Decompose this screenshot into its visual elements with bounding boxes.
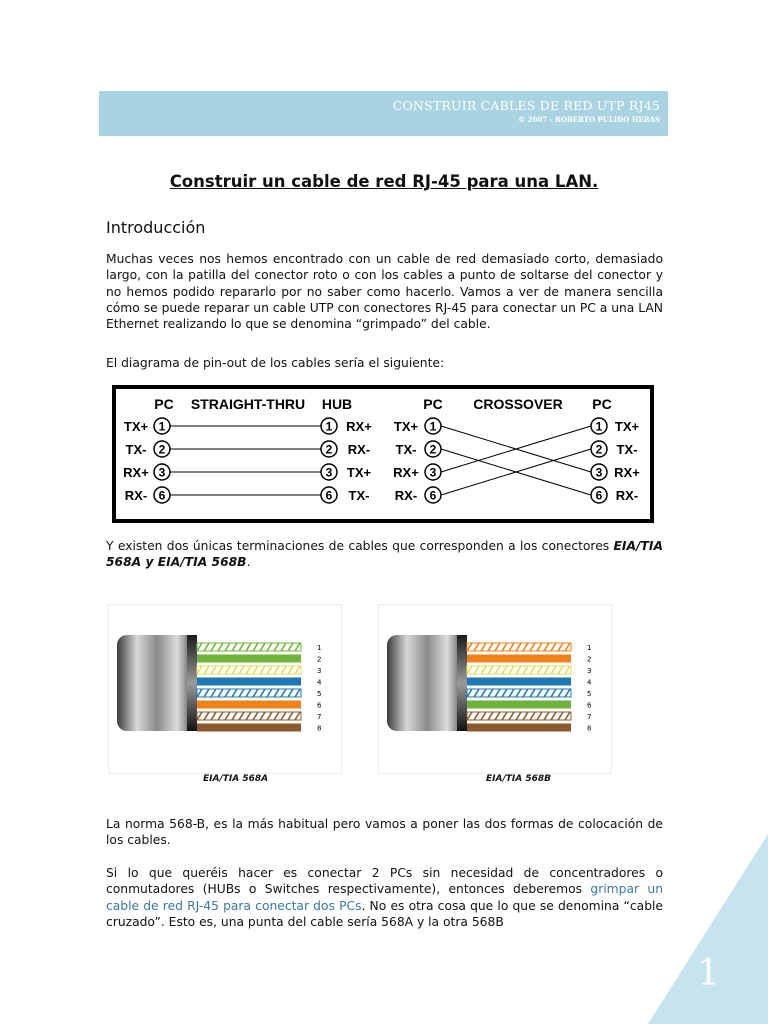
cable-end: [187, 635, 197, 731]
straight-right-pin-number: 1: [325, 419, 333, 434]
crossover-right-label: RX+: [614, 465, 640, 480]
wire-pin-number: 2: [587, 655, 592, 664]
crossover-left-label: TX-: [395, 442, 417, 457]
cable-end: [457, 635, 467, 731]
crossover-right-label: TX+: [614, 419, 640, 434]
crossover-left-pin-number: 6: [429, 488, 437, 503]
straight-left-header: PC: [154, 396, 174, 412]
wire-4: [467, 678, 571, 686]
wire-8: [467, 724, 571, 732]
straight-right-header: HUB: [321, 396, 353, 412]
crossover-right-pin-number: 2: [595, 442, 603, 457]
pinout-diagram: [112, 385, 654, 523]
wire-pin-number: 7: [587, 713, 592, 721]
wire-pin-number: 6: [317, 701, 322, 710]
crossover-right-pin-number: 6: [595, 488, 603, 503]
terminations-end: .: [246, 555, 251, 570]
crossover-right-pin-number: 1: [595, 419, 603, 434]
intro-paragraph: Muchas veces nos hemos encontrado con un cable de red demasiado corto, demasiado largo, con la patilla del conector roto o con los cables a punto de soltarse del conector y no hemos podido repararlo por no saber como hacerlo. Vamos a ver de manera sencilla cómo se puede reparar un cable UTP con conectores RJ-45 para conectar un PC a una LAN Ethernet realizando lo que se denomina “grimpado” del cable.: [106, 252, 663, 332]
wire-4: [197, 678, 301, 686]
wiring-568b-figure: [378, 604, 612, 774]
crossover-left-pin-number: 2: [429, 442, 437, 457]
header-subtitle: © 2007 - ROBERTO PULIDO HERAS: [518, 115, 660, 124]
wire-pin-number: 6: [587, 701, 592, 710]
straight-left-label: TX+: [123, 419, 149, 434]
straight-left-pin-number: 1: [158, 419, 166, 434]
terminations-standards: EIA/TIA 568A y EIA/TIA 568B: [106, 539, 663, 570]
straight-right-pin-number: 2: [325, 442, 333, 457]
crossover-right-label: TX-: [616, 442, 638, 457]
wire-pin-number: 1: [317, 644, 322, 652]
wire-pin-number: 5: [317, 690, 322, 698]
wire-6: [197, 701, 301, 709]
cable-jacket: [117, 635, 197, 731]
wire-pin-number: 7: [317, 713, 322, 721]
wire-pin-number: 8: [317, 724, 322, 733]
straight-right-label: RX+: [346, 419, 372, 434]
wire-pin-number: 8: [587, 724, 592, 733]
crossover-left-label: RX-: [394, 488, 418, 503]
header-title: CONSTRUIR CABLES DE RED UTP RJ45: [392, 98, 660, 113]
straight-left-label: TX-: [125, 442, 147, 457]
wire-pin-number: 1: [587, 644, 592, 652]
diagram-intro: El diagrama de pin-out de los cables sería el siguiente:: [106, 356, 445, 370]
straight-right-label: RX-: [347, 442, 371, 457]
wiring-568a-figure: [108, 604, 342, 774]
crossover-text-1: Si lo que queréis hacer es conectar 2 PCs sin necesidad de concentradores o conmutadores (HUBs o Switches respectivamente), entonces deberemos: [106, 866, 663, 897]
wire-pin-number: 3: [587, 667, 592, 675]
straight-left-label: RX+: [123, 465, 149, 480]
crossover-link[interactable]: grimpar un cable de red RJ-45 para conectar dos PCs: [106, 882, 663, 913]
wire-pin-number: 4: [587, 678, 592, 687]
crossover-left-label: TX+: [393, 419, 419, 434]
terminations-paragraph: [106, 538, 663, 571]
straight-right-label: TX+: [346, 465, 372, 480]
wire-pin-number: 5: [587, 690, 592, 698]
crossover-left-header: PC: [423, 396, 443, 412]
straight-left-pin-number: 3: [158, 465, 166, 480]
straight-right-pin-number: 3: [325, 465, 333, 480]
straight-left-label: RX-: [124, 488, 148, 503]
straight-right-pin-number: 6: [325, 488, 333, 503]
straight-right-label: TX-: [348, 488, 370, 503]
straight-left-pin-number: 6: [158, 488, 166, 503]
crossover-left-pin-number: 3: [429, 465, 437, 480]
corner-decoration: [648, 834, 768, 1024]
crossover-left-pin-number: 1: [429, 419, 437, 434]
wire-6: [467, 701, 571, 709]
crossover-paragraph: [106, 865, 663, 930]
straight-middle-header: STRAIGHT-THRU: [190, 396, 306, 412]
section-heading: Introducción: [106, 218, 206, 237]
caption-568a: EIA/TIA 568A: [203, 774, 269, 784]
caption-568b: EIA/TIA 568B: [486, 774, 551, 784]
wire-pin-number: 4: [317, 678, 322, 687]
norm-paragraph: La norma 568-B, es la más habitual pero vamos a poner las dos formas de colocación de los cables.: [106, 817, 663, 848]
cable-jacket: [387, 635, 467, 731]
wire-2: [197, 655, 301, 663]
document-title: Construir un cable de red RJ-45 para una LAN.: [169, 172, 599, 191]
header-band: [99, 91, 668, 136]
wire-pin-number: 2: [317, 655, 322, 664]
wire-8: [197, 724, 301, 732]
crossover-right-pin-number: 3: [595, 465, 603, 480]
crossover-right-label: RX-: [615, 488, 639, 503]
page-number: 1: [697, 953, 720, 994]
crossover-left-label: RX+: [393, 465, 419, 480]
wire-pin-number: 3: [317, 667, 322, 675]
crossover-right-header: PC: [592, 396, 612, 412]
terminations-text: Y existen dos únicas terminaciones de cables que corresponden a los conectores: [106, 539, 614, 553]
crossover-middle-header: CROSSOVER: [473, 396, 563, 412]
crossover-text-2: . No es otra cosa que lo que se denomina “cable cruzado”. Esto es, una punta del cable sería 568A y la otra 568B: [106, 898, 664, 929]
straight-left-pin-number: 2: [158, 442, 166, 457]
wire-2: [467, 655, 571, 663]
